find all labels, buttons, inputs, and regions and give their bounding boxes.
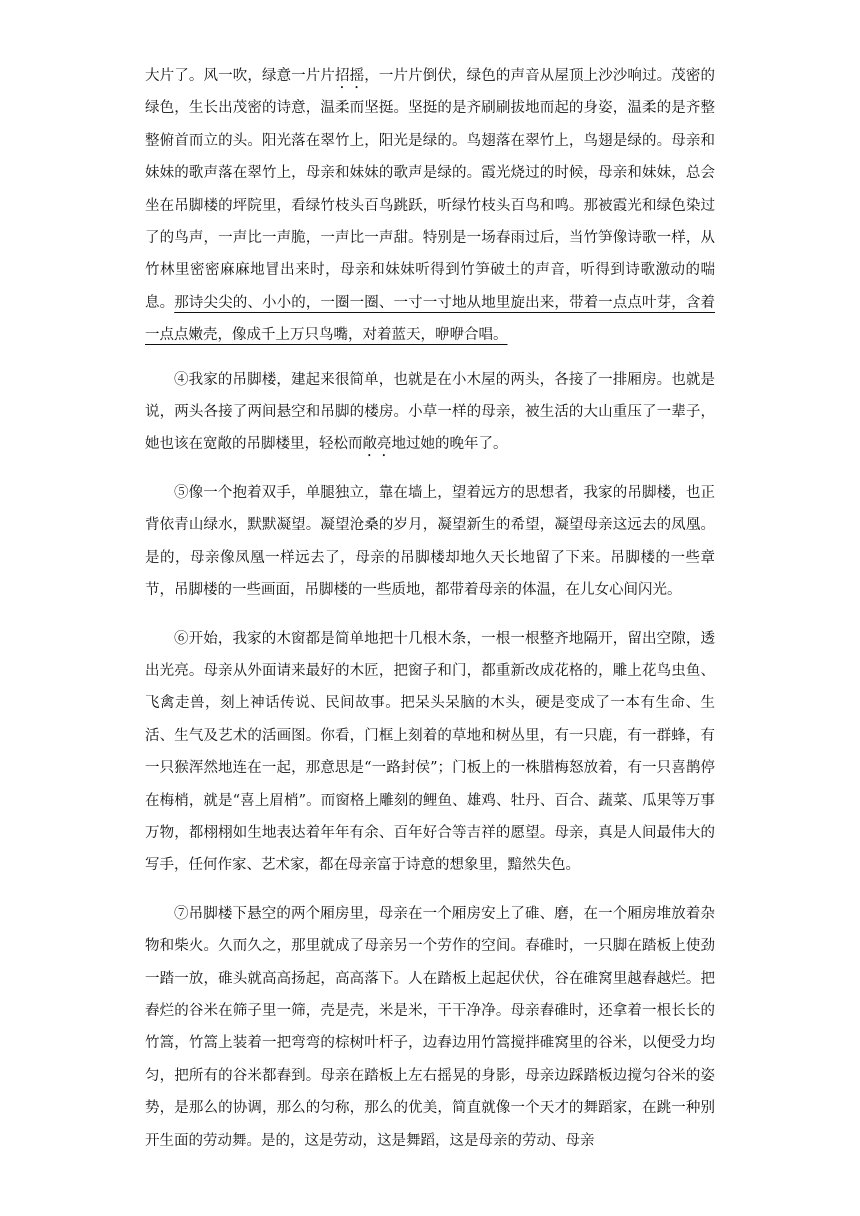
emphasis-char: 招 [335,68,350,84]
underlined-sentence: 那诗尖尖的、小小的，一圈一圈、一寸一寸地从地里旋出来，带着一点点叶芽，含着一点点嫩壳，像成千上万只鸟嘴，对着蓝天，咿咿合唱。 [145,294,716,344]
text-run: 地过她的晚年了。 [391,436,508,453]
emphasis-char: 敞 [362,436,377,453]
paragraph-3 [145,60,715,352]
paragraph-4 [145,364,715,461]
emphasis-char: 摇 [349,68,365,84]
article-body [145,60,715,1173]
emphasis-char: 亮 [377,436,392,453]
text-run: ④我家的吊脚楼，建起来很简单，也就是在小木屋的两头，各接了一排厢房。也就是说，两头各接了两间悬空和吊脚的楼房。小草一样的母亲，被生活的大山重压了一辈子，她也该在宽敞的吊脚楼里，轻松而 [145,371,715,453]
paragraph-6: ⑥开始，我家的木窗都是简单地把十几根木条，一根一根整齐地隔开，留出空隙，透出光亮。母亲从外面请来最好的木匠，把窗子和门，都重新改成花格的，雕上花鸟虫鱼、飞禽走兽，刻上神话传说、民间故事。把呆头呆脑的木头，硬是变成了一本有生命、生活、生气及艺术的活画图。你看，门框上刻着的草地和树丛里，有一只鹿，有一群蜂，有一只猴浑然地连在一起，那意思是“一路封侯”；门板上的一株腊梅怒放着，有一只喜鹊停在梅梢，就是“喜上眉梢”。而窗格上雕刻的鲤鱼、雄鸡、牡丹、百合、蔬菜、瓜果等万事万物，都栩栩如生地表达着年年有余、百年好合等吉祥的愿望。母亲，真是人间最伟大的写手，任何作家、艺术家，都在母亲富于诗意的想象里，黯然失色。 [145,630,715,874]
paragraph-5: ⑤像一个抱着双手，单腿独立，靠在墙上，望着远方的思想者，我家的吊脚楼，也正背依青山绿水，默默凝望。凝望沧桑的岁月，凝望新生的希望，凝望母亲这远去的凤凰。是的，母亲像凤凰一样远去了，母亲的吊脚楼却地久天长地留了下来。吊脚楼的一些章节，吊脚楼的一些画面，吊脚楼的一些质地，都带着母亲的体温，在儿女心间闪光。 [145,484,715,599]
text-run: 大片了。风一吹，绿意一片片 [145,68,336,84]
paragraph-7: ⑦吊脚楼下悬空的两个厢房里，母亲在一个厢房安上了碓、磨，在一个厢房堆放着杂物和柴火。久而久之，那里就成了母亲另一个劳作的空间。春碓时，一只脚在踏板上使劲一踏一放，碓头就高高扬起，高高落下。人在踏板上起起伏伏，谷在碓窝里越舂越烂。把舂烂的谷米在筛子里一筛，壳是壳，米是米，干干净净。母亲舂碓时，还拿着一根长长的竹篙，竹篙上装着一把弯弯的棕树叶杆子，边舂边用竹篙搅拌碓窝里的谷米，以便受力均匀，把所有的谷米都舂到。母亲在踏板上左右摇晃的身影，母亲边踩踏板边搅匀谷米的姿势，是那么的协调，那么的匀称，那么的优美，简直就像一个天才的舞蹈家，在跳一种别开生面的劳动舞。是的，这是劳动，这是舞蹈，这是母亲的劳动、母亲 [145,905,715,1149]
text-run: ，一片片倒伏，绿色的声音从屋顶上沙沙响过。茂密的绿色，生长出茂密的诗意，温柔而坚挺。坚挺的是齐刷刷拔地而起的身姿，温柔的是齐整整俯首而立的头。阳光落在翠竹上，阳光是绿的。鸟翅落在翠竹上，鸟翅是绿的。母亲和妹妹的歌声落在翠竹上，母亲和妹妹的歌声是绿的。霞光烧过的时候，母亲和妹妹，总会坐在吊脚楼的坪院里，看绿竹枝头百鸟跳跃，听绿竹枝头百鸟和鸣。那被霞光和绿色染过了的鸟声，一声比一声脆，一声比一声甜。特别是一场春雨过后，当竹笋像诗歌一样，从竹林里密密麻麻地冒出来时，母亲和妹妹听得到竹笋破土的声音，听得到诗歌激动的喘息。 [145,68,716,311]
